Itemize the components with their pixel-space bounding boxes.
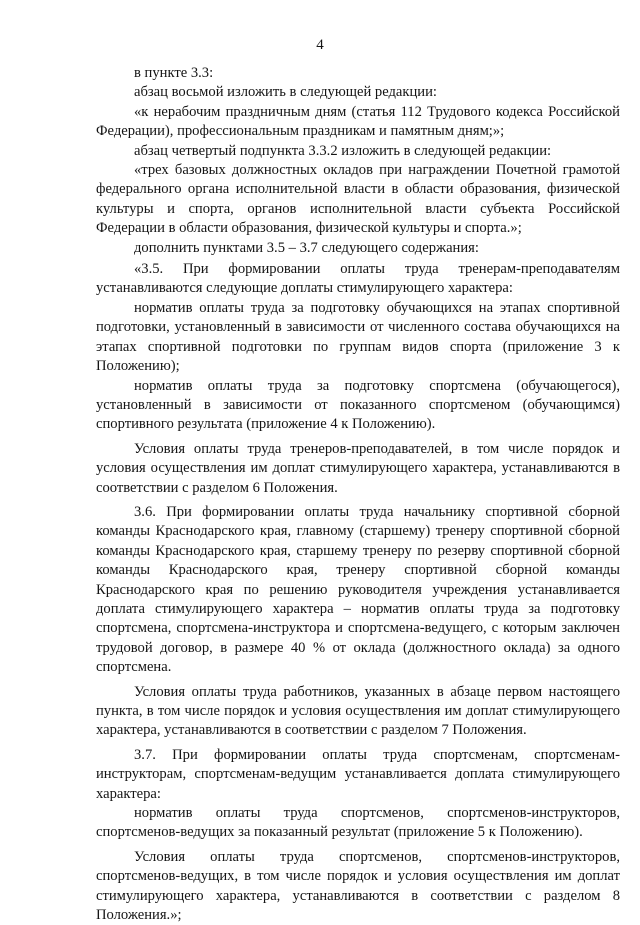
- paragraph-point-3-7: 3.7. При формировании оплаты труда спортсменам, спортсменам-инструкторам, спортсменам-ведущим устанавливается доплата стимулирующего характера:: [96, 746, 620, 802]
- document-body: [96, 64, 620, 925]
- paragraph-workers-conditions: Условия оплаты труда работников, указанных в абзаце первом настоящего пункта, в том числе порядок и условия осуществления им доплат стимулирующего характера, устанавливаются в соответствии с разделом 7 Положения.: [96, 683, 620, 739]
- paragraph-paragraph-eight-edit: абзац восьмой изложить в следующей редакции:: [134, 84, 437, 101]
- paragraph-norm-training-students: норматив оплаты труда за подготовку обучающихся на этапах спортивной подготовки, установленный в зависимости от численного состава обучающихся на этапах спортивной подготовки по группам видов спорта (приложение 3 к Положению);: [96, 299, 620, 375]
- paragraph-norm-athletes-result: норматив оплаты труда спортсменов, спортсменов-инструкторов, спортсменов-ведущих за показанный результат (приложение 5 к Положению).: [96, 805, 620, 841]
- page-number: 4: [316, 37, 324, 53]
- paragraph-holidays-quote: «к нерабочим праздничным дням (статья 112 Трудового кодекса Российской Федерации), профессиональным праздникам и памятным дням;»;: [96, 103, 620, 140]
- paragraph-point-3-5: «3.5. При формировании оплаты труда тренерам-преподавателям устанавливаются следующие доплаты стимулирующего характера:: [96, 261, 620, 297]
- paragraph-subpoint-3-3-2-edit: абзац четвертый подпункта 3.3.2 изложить в следующей редакции:: [134, 142, 552, 159]
- paragraph-add-points: дополнить пунктами 3.5 – 3.7 следующего содержания:: [134, 239, 479, 256]
- paragraph-coaches-conditions: Условия оплаты труда тренеров-преподавателей, в том числе порядок и условия осуществления им доплат стимулирующего характера, устанавливаются в соответствии с разделом 6 Положения.: [96, 440, 620, 496]
- paragraph-item-point-3-3: в пункте 3.3:: [134, 65, 214, 81]
- paragraph-athletes-conditions: Условия оплаты труда спортсменов, спортсменов-инструкторов, спортсменов-ведущих, в том числе порядок и условия осуществления им доплат стимулирующего характера, устанавливаются в соответствии с разделом 8 Положения.»;: [96, 848, 620, 924]
- paragraph-base-salaries-quote: «трех базовых должностных окладов при награждении Почетной грамотой федерального органа исполнительной власти в области образования, физической культуры и спорта, органов исполнительной власти субъекта Российской Федерации в области образования, физической культуры и спорта.»;: [96, 162, 620, 237]
- paragraph-norm-athlete-result: норматив оплаты труда за подготовку спортсмена (обучающегося), установленный в зависимости от показанного спортсменом (обучающимся) спортивного результата (приложение 4 к Положению).: [96, 377, 620, 433]
- paragraph-point-3-6: 3.6. При формировании оплаты труда начальнику спортивной сборной команды Краснодарского края, главному (старшему) тренеру спортивной сборной команды Краснодарского края, старшему тренеру по резерву спортивной сборной команды Краснодарского края, тренеру спортивной сборной команды Краснодарского края по решению руководителя учреждения устанавливается доплата стимулирующего характера – норматив оплаты труда за подготовку спортсмена, спортсмена-инструктора и спортсмена-ведущего, с которым заключен трудовой договор, в размере 40 % от оклада (должностного оклада) за одного спортсмена.: [96, 503, 620, 676]
